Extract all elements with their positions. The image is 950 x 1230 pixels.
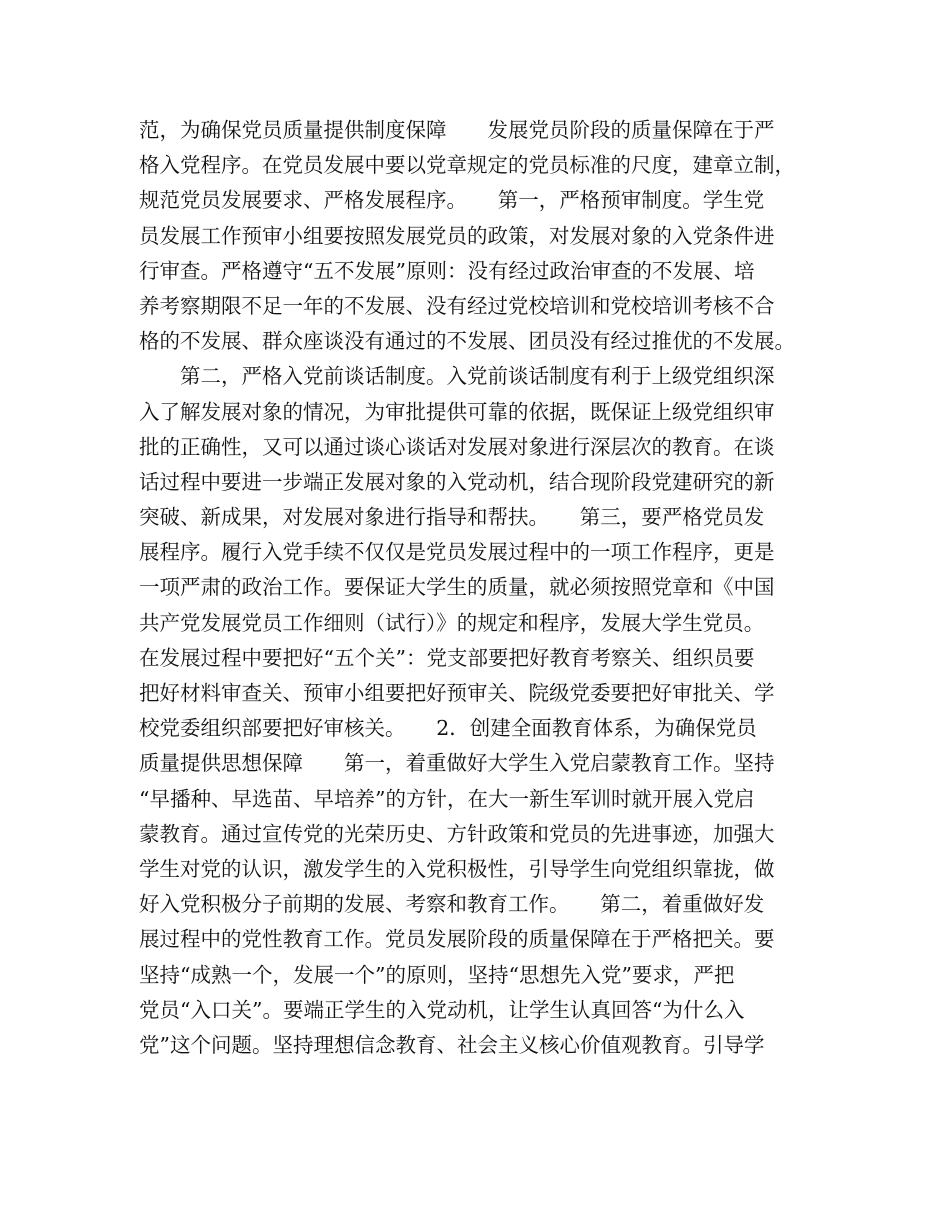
text-line: 党员“入口关”。要端正学生的入党动机，让学生认真回答“为什么入	[139, 997, 745, 1022]
text-line: 突破、新成果，对发展对象进行指导和帮扶。 第三，要严格党员发	[139, 505, 765, 530]
text-line: 展过程中的党性教育工作。党员发展阶段的质量保障在于严格把关。要	[139, 927, 775, 952]
text-line: 第二，严格入党前谈话制度。入党前谈话制度有利于上级党组织深	[139, 364, 775, 389]
text-line: 范，为确保党员质量提供制度保障 发展党员阶段的质量保障在于严	[139, 118, 775, 142]
text-line: 行审查。严格遵守“五不发展”原则：没有经过政治审查的不发展、培	[139, 258, 755, 283]
text-line: 校党委组织部要把好审核关。 2．创建全面教育体系，为确保党员	[139, 716, 757, 741]
text-line: 在发展过程中要把好“五个关”：党支部要把好教育考察关、组织员要	[139, 645, 755, 670]
text-line: 把好材料审查关、预审小组要把好预审关、院级党委要把好审批关、学	[139, 681, 775, 705]
text-line: 批的正确性，又可以通过谈心谈话对发展对象进行深层次的教育。在谈	[139, 434, 775, 459]
text-line: 坚持“成熟一个，发展一个”的原则，坚持“思想先入党”要求，严把	[139, 962, 735, 987]
body-text	[139, 113, 819, 1063]
text-line: 蒙教育。通过宣传党的光荣历史、方针政策和党员的先进事迹，加强大	[139, 821, 775, 846]
text-line: 格的不发展、群众座谈没有通过的不发展、团员没有经过推优的不发展。	[139, 329, 795, 354]
text-line: 一项严肃的政治工作。要保证大学生的质量，就必须按照党章和《中国	[139, 575, 775, 600]
text-line: 员发展工作预审小组要按照发展党员的政策，对发展对象的入党条件进	[139, 223, 775, 248]
text-line: 质量提供思想保障 第一，着重做好大学生入党启蒙教育工作。坚持	[139, 751, 775, 776]
text-line: 话过程中要进一步端正发展对象的入党动机，结合现阶段党建研究的新	[139, 469, 775, 494]
text-line: 好入党积极分子前期的发展、考察和教育工作。 第二，着重做好发	[139, 892, 765, 917]
text-line: 党”这个问题。坚持理想信念教育、社会主义核心价值观教育。引导学	[139, 1032, 765, 1057]
text-line: 规范党员发展要求、严格发展程序。 第一，严格预审制度。学生党	[139, 188, 765, 213]
text-line: 共产党发展党员工作细则（试行）》的规定和程序，发展大学生党员。	[139, 610, 765, 635]
text-line: 养考察期限不足一年的不发展、没有经过党校培训和党校培训考核不合	[139, 293, 775, 318]
text-line: “早播种、早选苗、早培养”的方针，在大一新生军训时就开展入党启	[139, 786, 755, 811]
text-line: 学生对党的认识，激发学生的入党积极性，引导学生向党组织靠拢，做	[139, 856, 775, 881]
text-line: 展程序。履行入党手续不仅仅是党员发展过程中的一项工作程序，更是	[139, 540, 775, 565]
text-line: 入了解发展对象的情况，为审批提供可靠的依据，既保证上级党组织审	[139, 399, 775, 424]
text-line: 格入党程序。在党员发展中要以党章规定的党员标准的尺度，建章立制，	[139, 153, 795, 178]
